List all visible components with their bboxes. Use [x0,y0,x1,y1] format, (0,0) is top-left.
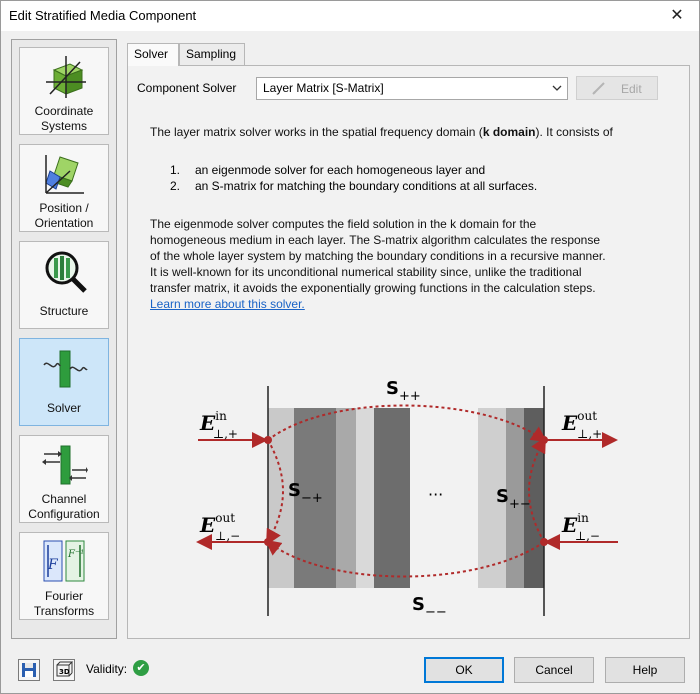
intro-text-end: ). It consists of [535,125,613,139]
e-out-left-label: $E^{out}$ ⊥,− [200,511,241,543]
structure-icon [42,248,88,294]
sidebar-item-label: Systems [40,119,87,133]
component-solver-label: Component Solver [137,81,237,95]
svg-text:F⁻¹: F⁻¹ [68,549,85,560]
sidebar-item-label: Transforms [33,604,95,618]
coordinate-systems-icon [42,54,88,100]
node [540,436,548,444]
layer [356,408,374,588]
tab-solver[interactable]: Solver [127,43,179,66]
sidebar-item-solver[interactable] [19,338,109,426]
sidebar-item-label: Configuration [28,507,100,521]
fourier-transforms-icon [42,539,88,585]
sidebar-item-label: Structure [39,304,89,318]
paragraph-line: The eigenmode solver computes the field solution in the k domain for the [150,217,537,231]
chevron-down-icon [551,79,563,100]
cancel-button[interactable]: Cancel [514,657,594,683]
list-item-text: an S-matrix for matching the boundary conditions at all surfaces. [195,179,538,193]
svg-text:3D: 3D [59,668,70,676]
intro-text: The layer matrix solver works in the spatial frequency domain ( [150,125,483,139]
layer [374,408,410,588]
sidebar-item-label: Position / [39,201,89,215]
solver-icon [42,345,88,391]
intro-bold-text: k domain [482,125,536,139]
solver-intro [150,124,670,140]
list-item-text: an eigenmode solver for each homogeneous layer and [195,163,486,177]
sidebar-item-label: Channel [41,492,87,506]
tab-sampling[interactable]: Sampling [179,43,245,65]
validity-label: Validity: [86,662,128,676]
edit-button[interactable] [576,76,658,100]
e-in-right-label: $E^{in}$ ⊥,− [562,511,600,543]
s-pp-label: $S_{++}$ [386,378,421,404]
paragraph-line: It is well-known for its unconditional numerical stability since, unlike the traditional [150,265,582,279]
sidebar-item-fourier-transforms[interactable] [19,532,109,620]
layer [336,408,356,588]
s-mm-label: $S_{--}$ [412,594,447,620]
sidebar-item-label: Orientation [34,216,94,230]
node [264,436,272,444]
check-icon: ✔ [133,660,149,676]
save-icon[interactable] [18,659,40,681]
solver-paragraph [150,216,670,312]
title-bar [1,1,699,31]
sidebar-item-channel-configuration[interactable] [19,435,109,523]
e-in-left-label: $E^{in}$ ⊥,+ [200,409,238,441]
edit-button-label: Edit [621,82,642,96]
channel-configuration-icon [42,442,88,488]
node [540,538,548,546]
sidebar-item-position-orientation[interactable] [19,144,109,232]
paragraph-line: of the whole layer system by matching the boundary conditions in a recursive manner. [150,249,606,263]
position-orientation-icon [42,151,88,197]
component-solver-value: Layer Matrix [S-Matrix] [263,81,384,95]
paragraph-line: transfer matrix, it avoids the exponentially growing functions in the calculation steps. [150,281,596,295]
s-pm-label: $S_{+-}$ [496,486,531,512]
sidebar-item-label: Coordinate [34,104,94,118]
e-out-right-label: $E^{out}$ ⊥,+ [562,409,603,441]
component-solver-select[interactable] [256,77,568,100]
list-item [150,178,670,194]
list-item-number: 2. [170,179,181,193]
s-matrix-diagram [178,366,638,626]
category-sidebar [11,39,117,639]
window-title: Edit Stratified Media Component [9,8,197,23]
pencil-icon [591,80,607,99]
svg-text:F: F [48,557,58,573]
list-item-number: 1. [170,163,181,177]
s-mp-label: $S_{-+}$ [288,480,323,506]
close-icon[interactable]: ✕ [670,7,684,24]
ok-button[interactable]: OK [424,657,504,683]
list-item [150,162,670,178]
node [264,538,272,546]
sidebar-item-structure[interactable] [19,241,109,329]
sidebar-item-label: Solver [46,401,81,415]
ellipsis: ··· [428,485,444,504]
dialog-footer [1,647,699,693]
paragraph-line: homogeneous medium in each layer. The S-matrix algorithm calculates the response [150,233,601,247]
help-button[interactable]: Help [605,657,685,683]
view-3d-icon[interactable] [53,659,75,681]
sidebar-item-label: Fourier [44,589,83,603]
solver-component-list [150,162,670,194]
learn-more-link[interactable]: Learn more about this solver. [150,297,305,311]
sidebar-item-coordinate-systems[interactable] [19,47,109,135]
solver-panel [127,65,690,639]
